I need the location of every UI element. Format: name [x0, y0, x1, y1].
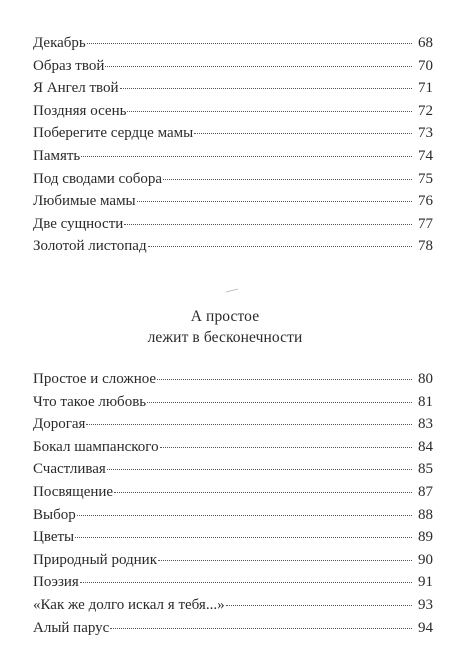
toc-entry-page: 81	[418, 393, 433, 410]
toc-entry-page: 76	[418, 193, 433, 210]
table-of-contents-part-1	[33, 32, 433, 258]
dot-leader	[124, 224, 412, 225]
toc-entry-title: «Как же долго искал я тебя...»	[33, 596, 225, 613]
toc-entry-page: 93	[418, 596, 433, 613]
toc-entry[interactable]	[33, 190, 433, 213]
toc-entry[interactable]	[33, 594, 433, 617]
dot-leader	[194, 133, 412, 134]
table-of-contents-part-2	[33, 368, 433, 639]
dot-leader	[163, 179, 412, 180]
dot-leader	[226, 605, 412, 606]
toc-entry[interactable]	[33, 391, 433, 414]
toc-entry-title: Посвящение	[33, 483, 114, 500]
toc-entry-page: 94	[418, 619, 433, 636]
toc-entry-title: Золотой листопад	[33, 238, 147, 255]
toc-entry-page: 83	[418, 416, 433, 433]
dot-leader	[147, 402, 412, 403]
toc-entry-page: 72	[418, 102, 433, 119]
toc-entry-page: 68	[418, 35, 433, 51]
toc-entry[interactable]	[33, 100, 433, 123]
dot-leader	[87, 43, 412, 44]
toc-entry-page: 88	[418, 506, 433, 523]
toc-entry[interactable]	[33, 436, 433, 459]
toc-entry-page: 73	[418, 125, 433, 142]
toc-entry[interactable]	[33, 55, 433, 78]
toc-entry-page: 75	[418, 170, 433, 187]
toc-entry-title: Бокал шампанского	[33, 438, 159, 455]
dot-leader	[80, 582, 412, 583]
toc-entry-title: Декабрь	[33, 35, 86, 51]
dot-leader	[160, 447, 412, 448]
toc-entry-title: Дорогая	[33, 416, 86, 433]
toc-entry-page: 91	[418, 574, 433, 591]
toc-entry[interactable]	[33, 77, 433, 100]
toc-entry[interactable]	[33, 549, 433, 572]
toc-entry-title: Поберегите сердце мамы	[33, 125, 194, 142]
toc-entry-title: Простое и сложное	[33, 371, 157, 387]
dot-leader	[114, 492, 412, 493]
toc-entry[interactable]	[33, 122, 433, 145]
toc-entry[interactable]	[33, 481, 433, 504]
toc-entry-title: Алый парус	[33, 619, 110, 636]
dot-leader	[137, 201, 412, 202]
toc-entry-page: 70	[418, 57, 433, 74]
section-heading-line-2: лежит в бесконечности	[147, 329, 303, 346]
toc-entry-title: Под сводами собора	[33, 170, 162, 187]
toc-entry-title: Что такое любовь	[33, 393, 147, 410]
toc-entry[interactable]	[33, 168, 433, 191]
toc-entry[interactable]	[33, 235, 433, 258]
toc-entry[interactable]	[33, 526, 433, 549]
dot-leader	[127, 111, 412, 112]
dot-leader	[157, 379, 412, 380]
toc-entry-title: Выбор	[33, 506, 76, 523]
toc-entry-title: Поэзия	[33, 574, 79, 591]
toc-entry-title: Я Ангел твой	[33, 80, 119, 97]
toc-entry[interactable]	[33, 145, 433, 168]
toc-entry-title: Память	[33, 147, 81, 164]
toc-entry-page: 85	[418, 461, 433, 478]
toc-entry[interactable]	[33, 368, 433, 391]
toc-entry[interactable]	[33, 571, 433, 594]
toc-entry-title: Две сущности	[33, 215, 124, 232]
toc-entry-page: 74	[418, 147, 433, 164]
dot-leader	[110, 628, 412, 629]
toc-entry-title: Цветы	[33, 529, 75, 546]
dot-leader	[107, 469, 412, 470]
toc-entry-title: Любимые мамы	[33, 193, 136, 210]
dot-leader	[158, 560, 412, 561]
toc-entry-page: 71	[418, 80, 433, 97]
toc-entry-title: Образ твой	[33, 57, 105, 74]
toc-entry-page: 90	[418, 551, 433, 568]
toc-entry-title: Счастливая	[33, 461, 106, 478]
dot-leader	[81, 156, 412, 157]
section-heading-line-1: А простое	[190, 308, 260, 325]
toc-entry-page: 80	[418, 371, 433, 387]
dot-leader	[120, 88, 412, 89]
toc-entry-page: 84	[418, 438, 433, 455]
dot-leader	[86, 424, 412, 425]
toc-entry[interactable]	[33, 213, 433, 236]
toc-entry[interactable]	[33, 32, 433, 55]
print-mark	[226, 289, 238, 293]
toc-entry-page: 89	[418, 529, 433, 546]
toc-entry-page: 87	[418, 483, 433, 500]
dot-leader	[148, 246, 412, 247]
toc-entry-title: Природный родник	[33, 551, 157, 568]
toc-entry-title: Поздняя осень	[33, 102, 127, 119]
dot-leader	[75, 537, 412, 538]
toc-entry[interactable]	[33, 458, 433, 481]
section-heading	[0, 306, 450, 348]
toc-entry-page: 78	[418, 238, 433, 255]
dot-leader	[77, 515, 412, 516]
toc-entry[interactable]	[33, 617, 433, 640]
toc-entry[interactable]	[33, 413, 433, 436]
dot-leader	[105, 66, 412, 67]
toc-entry-page: 77	[418, 215, 433, 232]
toc-entry[interactable]	[33, 504, 433, 527]
